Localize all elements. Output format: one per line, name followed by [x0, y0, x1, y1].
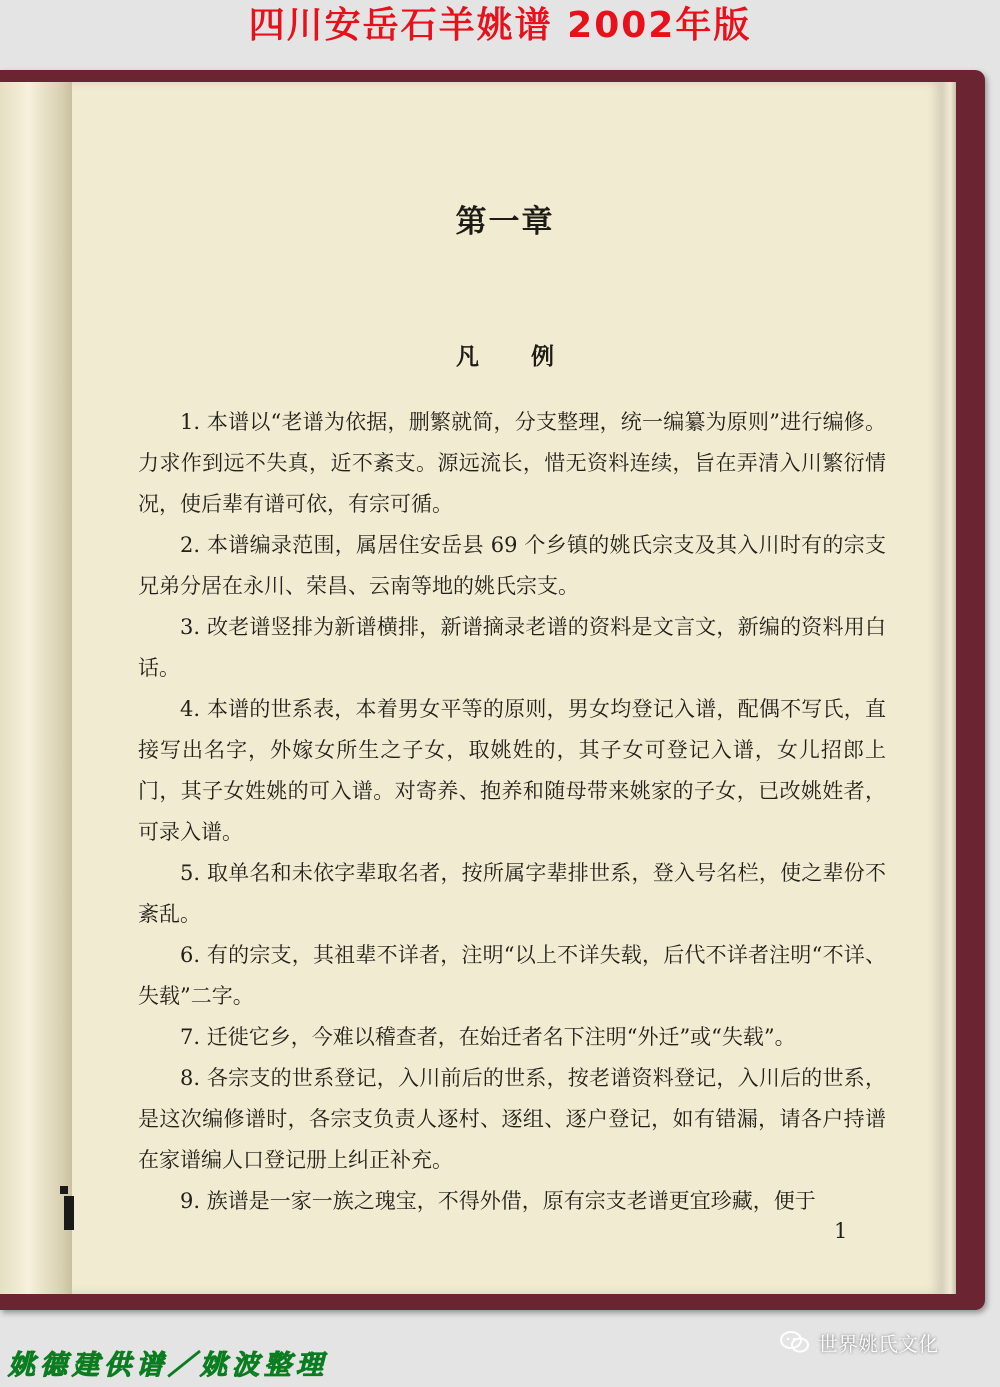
- banner-title: 四川安岳石羊姚谱 2002年版: [248, 5, 752, 46]
- wechat-icon: [780, 1330, 810, 1354]
- paragraph-1: 1. 本谱以“老谱为依据，删繁就简，分支整理，统一编纂为原则”进行编修。力求作到远不失真，近不紊支。源远流长，惜无资料连续，旨在弄清入川繁衍情况，使后辈有谱可依，有宗可循。: [138, 410, 886, 516]
- page-edge: [942, 82, 956, 1294]
- body-text: [138, 402, 886, 1222]
- watermark: [780, 1327, 938, 1357]
- page-number: 1: [834, 1219, 848, 1243]
- paragraph-7: 7. 迁徙它乡，今难以稽查者，在始迁者名下注明“外迁”或“失载”。: [180, 1025, 796, 1049]
- paragraph-3: 3. 改老谱竖排为新谱横排，新谱摘录老谱的资料是文言文，新编的资料用白话。: [138, 615, 886, 680]
- page-gutter: [0, 82, 72, 1294]
- section-title: 凡 例: [455, 343, 554, 370]
- paragraph-4: 4. 本谱的世系表，本着男女平等的原则，男女均登记入谱，配偶不写氏，直接写出名字，外嫁女所生之子女，取姚姓的，其子女可登记入谱，女儿招郎上门，其子女姓姚的可入谱。对寄养、抱养和随母带来姚家的子女，已改姚姓者，可录入谱。: [138, 697, 886, 844]
- binding-mark-icon: [60, 1186, 74, 1230]
- paragraph-5: 5. 取单名和未依字辈取名者，按所属字辈排世系，登入号名栏，使之辈份不紊乱。: [138, 861, 886, 926]
- paragraph-9: 9. 族谱是一家一族之瑰宝，不得外借，原有宗支老谱更宜珍藏，便于: [180, 1189, 816, 1213]
- watermark-text: 世界姚氏文化: [818, 1331, 938, 1356]
- chapter-title: 第一章: [455, 204, 555, 240]
- paragraph-8: 8. 各宗支的世系登记，入川前后的世系，按老谱资料登记，入川后的世系，是这次编修谱时，各宗支负责人逐村、逐组、逐户登记，如有错漏，请各户持谱在家谱编人口登记册上纠正补充。: [138, 1066, 886, 1172]
- paragraph-2: 2. 本谱编录范围，属居住安岳县 69 个乡镇的姚氏宗支及其入川时有的宗支兄弟分居在永川、荣昌、云南等地的姚氏宗支。: [138, 533, 886, 598]
- credit-text: 姚德建供谱／姚波整理: [8, 1350, 328, 1381]
- paragraph-6: 6. 有的宗支，其祖辈不详者，注明“以上不详失载，后代不详者注明“不详、失载”二字。: [138, 943, 886, 1008]
